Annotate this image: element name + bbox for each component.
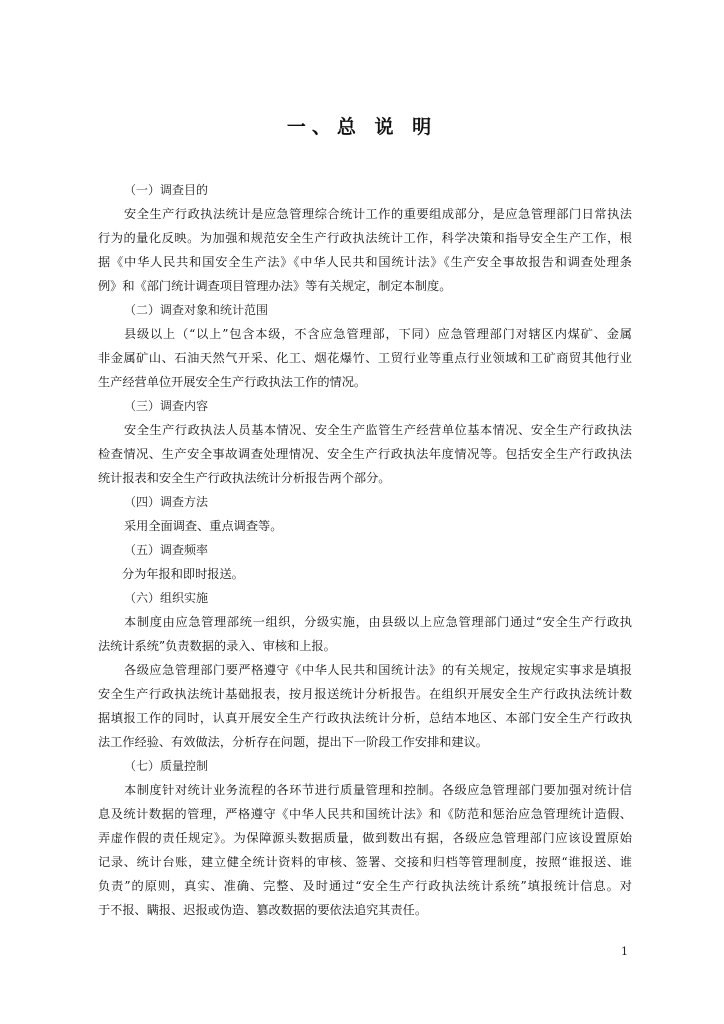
paragraph-line: 检查情况、生产安全事故调查处理情况、安全生产行政执法年度情况等。包括安全生产行政执法 <box>98 447 632 461</box>
paragraph-line: 本制度由应急管理部统一组织，分级实施，由县级以上应急管理部门通过“安全生产行政执 <box>124 615 632 629</box>
paragraph-line: 弄虚作假的责任规定》。为保障源头数据质量，做到数出有据，各级应急管理部门应该设置原始 <box>98 831 632 845</box>
paragraph-line: 记录、统计台账，建立健全统计资料的审核、签署、交接和归档等管理制度，按照“谁报送、谁 <box>98 855 632 869</box>
paragraph-line: 于不报、瞒报、迟报或伪造、篡改数据的要依法追究其责任。 <box>98 903 428 917</box>
page-number: 1 <box>621 945 628 958</box>
paragraph-line: 行为的量化反映。为加强和规范安全生产行政执法统计工作，科学决策和指导安全生产工作，根 <box>98 231 632 245</box>
paragraph-line: 安全生产行政执法统计基础报表，按月报送统计分析报告。在组织开展安全生产行政执法统计数 <box>98 687 632 701</box>
paragraph-line: 例》和《部门统计调查项目管理办法》等有关规定，制定本制度。 <box>98 279 452 293</box>
section-heading: （二）调查对象和统计范围 <box>124 303 269 317</box>
paragraph-line: 本制度针对统计业务流程的各环节进行质量管理和控制。各级应急管理部门要加强对统计信 <box>124 783 632 797</box>
section-heading: （四）调查方法 <box>124 495 209 509</box>
section-heading: （七）质量控制 <box>124 759 209 773</box>
paragraph-line: 法统计系统”负责数据的录入、审核和上报。 <box>98 639 336 653</box>
paragraph-line: 法工作经验、有效做法，分析存在问题，提出下一阶段工作安排和建议。 <box>98 735 488 749</box>
paragraph-line: 息及统计数据的管理，严格遵守《中华人民共和国统计法》和《防范和惩治应急管理统计造假、 <box>98 807 632 821</box>
document-body <box>98 178 632 922</box>
paragraph-line: 安全生产行政执法统计是应急管理综合统计工作的重要组成部分，是应急管理部门日常执法 <box>124 207 632 221</box>
section-heading: （五）调查频率 <box>124 543 209 557</box>
page-title: 一、总 说 明 <box>286 116 438 138</box>
paragraph-line: 安全生产行政执法人员基本情况、安全生产监管生产经营单位基本情况、安全生产行政执法 <box>124 423 632 437</box>
paragraph-line: 负责”的原则，真实、准确、完整、及时通过“安全生产行政执法统计系统”填报统计信息。对 <box>98 879 632 893</box>
section-heading: （三）调查内容 <box>124 399 209 413</box>
paragraph-line: 县级以上（“以上”包含本级，不含应急管理部，下同）应急管理部门对辖区内煤矿、金属 <box>124 327 632 341</box>
section-heading: （六）组织实施 <box>124 591 209 605</box>
paragraph-line: 生产经营单位开展安全生产行政执法工作的情况。 <box>98 375 367 389</box>
paragraph-line: 统计报表和安全生产行政执法统计分析报告两个部分。 <box>98 471 391 485</box>
paragraph-line: 各级应急管理部门要严格遵守《中华人民共和国统计法》的有关规定，按规定实事求是填报 <box>124 663 632 677</box>
paragraph-line: 据《中华人民共和国安全生产法》《中华人民共和国统计法》《生产安全事故报告和调查处理条 <box>98 255 632 269</box>
paragraph-line: 分为年报和即时报送。 <box>122 567 244 581</box>
paragraph-line: 据填报工作的同时，认真开展安全生产行政执法统计分析，总结本地区、本部门安全生产行政执 <box>98 711 632 725</box>
section-heading: （一）调查目的 <box>124 183 209 197</box>
paragraph-line: 非金属矿山、石油天然气开采、化工、烟花爆竹、工贸行业等重点行业领域和工矿商贸其他行业 <box>98 351 632 365</box>
paragraph-line: 采用全面调查、重点调查等。 <box>124 519 283 533</box>
